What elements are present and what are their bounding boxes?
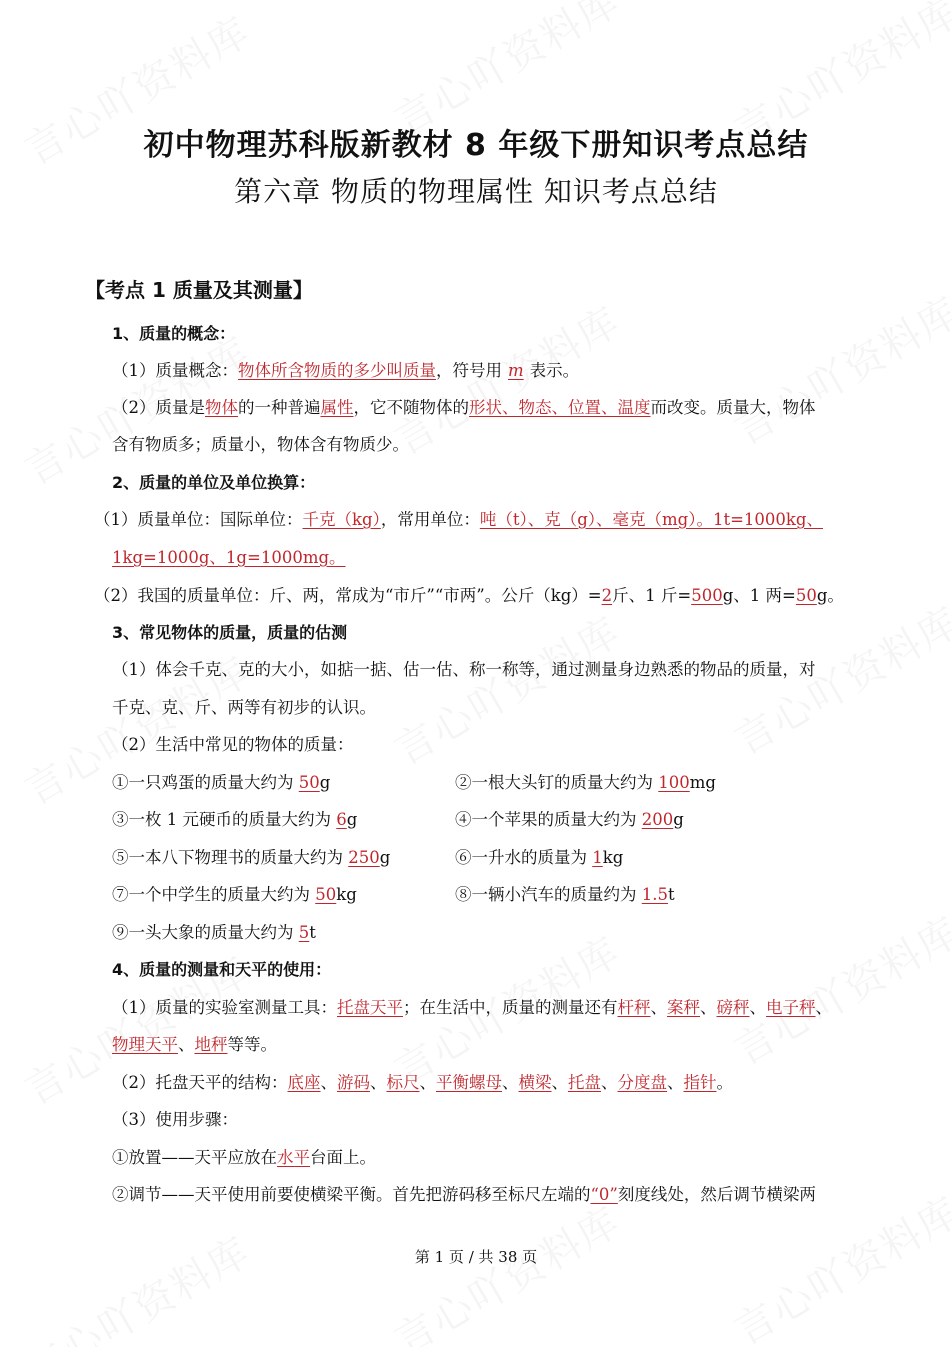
answer-blank: 1.5 [641,885,668,904]
list-item [112,808,357,832]
paragraph [112,396,816,420]
text: 、 [551,1073,568,1092]
answer-blank: 500 [691,586,723,605]
subsection-title: 2、质量的单位及单位换算： [112,473,316,492]
answer-blank: 6 [336,810,347,829]
text: 、 [650,998,667,1017]
text: ⑤一本八下物理书的质量大约为 [112,848,349,867]
answer-blank: 托盘 [568,1073,601,1092]
unit: kg [602,848,624,867]
answer-blank: 水平 [277,1148,310,1167]
list-item [455,883,675,907]
answer-blank: 50 [795,586,817,605]
list-item [112,883,357,907]
answer-blank: 物体 [205,398,238,417]
text: ，常用单位： [380,510,480,529]
answer-blank: 杆秤 [617,998,651,1017]
paragraph [94,508,823,532]
answer-blank: 50 [298,773,320,792]
text: 、 [370,1073,387,1092]
answer-blank: 物体所含物质的多少叫质量 [238,361,436,380]
answer-blank: 物理天平 [112,1035,178,1054]
text: ③一枚 1 元硬币的质量大约为 [112,810,337,829]
answer-blank: 250 [348,848,380,867]
answer-blank: 200 [641,810,674,829]
unit: kg [336,885,357,904]
text: g。 [816,586,844,605]
list-item [112,846,390,870]
section-heading: 【考点 1 质量及其测量】 [85,278,313,302]
list-item [455,771,716,795]
text: ②调节——天平使用前要使横梁平衡。首先把游码移至标尺左端的 [112,1185,591,1204]
text: ⑥一升水的质量为 [455,848,593,867]
unit: g [379,848,391,867]
answer-blank: 属性 [320,398,354,417]
text: （2）质量是 [112,398,205,417]
paragraph-continuation [112,1033,277,1057]
paragraph: （3）使用步骤： [112,1110,238,1129]
answer-blank: 形状、物态、位置、温度 [469,398,651,417]
text: ①放置——天平应放在 [112,1148,277,1167]
unit: t [668,885,675,904]
text: 、 [667,1073,684,1092]
text: 斤、1 斤= [612,586,692,605]
text: 、 [320,1073,337,1092]
text: 刻度线处，然后调节横梁两 [617,1185,816,1204]
answer-blank: “0” [590,1185,618,1204]
paragraph [112,1146,376,1170]
document-title: 初中物理苏科版新教材 8 年级下册知识考点总结 [143,128,809,163]
text: 而改变。质量大，物体 [650,398,816,417]
unit: t [309,923,316,942]
answer-blank: m [508,361,524,380]
answer-blank: 电子秤 [766,998,816,1017]
text: 。 [716,1073,733,1092]
paragraph [112,359,579,383]
paragraph [112,1183,816,1207]
answer-blank: 1 [592,848,603,867]
text: 、 [178,1035,195,1054]
list-item [455,808,684,832]
subsection-title: 1、质量的概念： [112,324,236,343]
unit: g [673,810,684,829]
text: 、 [419,1073,436,1092]
text: ⑨一头大象的质量大约为 [112,923,299,942]
text: ④一个苹果的质量大约为 [455,810,642,829]
answer-blank: 指针 [683,1073,717,1092]
answer-blank: 千克（kg） [302,510,381,529]
answer-blank: 100 [658,773,690,792]
text: ；在生活中，质量的测量还有 [403,998,618,1017]
paragraph-continuation: 含有物质多；质量小，物体含有物质少。 [112,435,409,454]
text: （1）质量单位：国际单位： [94,510,303,529]
answer-blank: 分度盘 [617,1073,667,1092]
text: ⑧一辆小汽车的质量约为 [455,885,642,904]
answer-blank: 游码 [337,1073,370,1092]
text: 、 [749,998,766,1017]
text: g、1 两= [722,586,796,605]
text: 表示。 [529,361,580,380]
text: （1）质量的实验室测量工具： [112,998,337,1017]
text: ，它不随物体的 [353,398,469,417]
text: （1）质量概念： [112,361,238,380]
answer-blank: 地秤 [194,1035,228,1054]
watermark [383,601,630,776]
answer-blank: 横梁 [518,1073,552,1092]
unit: g [319,773,331,792]
answer-blank: 托盘天平 [337,998,403,1017]
unit: mg [689,773,716,792]
text: 、 [502,1073,519,1092]
answer-blank: 底座 [287,1073,321,1092]
text: ①一只鸡蛋的质量大约为 [112,773,299,792]
paragraph: （1）体会千克、克的大小，如掂一掂、估一估、称一称等，通过测量身边熟悉的物品的质量，对 [112,660,816,679]
answer-blank: 吨（t）、克（g）、毫克（mg）。1t=1000kg、 [479,510,823,529]
text: ⑦一个中学生的质量大约为 [112,885,316,904]
watermark [383,1191,630,1347]
paragraph [94,584,844,608]
text: （2）我国的质量单位：斤、两，常成为“市斤”“市两”。公斤（kg）= [94,586,602,605]
answer-blank: 标尺 [386,1073,420,1092]
text: ②一根大头钉的质量大约为 [455,773,659,792]
answer-blank: 平衡螺母 [436,1073,502,1092]
text: ，符号用 [436,361,502,380]
paragraph [112,996,832,1020]
text: 台面上。 [310,1148,376,1167]
answer-blank: 案秤 [667,998,700,1017]
page-footer: 第 1 页 / 共 38 页 [414,1248,538,1266]
list-item [112,921,316,945]
text: 、 [601,1073,618,1092]
answer-blank: 50 [315,885,337,904]
unit: g [346,810,358,829]
answer-blank: 5 [298,923,310,942]
chapter-subtitle: 第六章 物质的物理属性 知识考点总结 [234,175,718,208]
text: 、 [700,998,717,1017]
text: （2）托盘天平的结构： [112,1073,288,1092]
paragraph-continuation [112,546,346,570]
list-item [455,846,623,870]
subsection-title: 4、质量的测量和天平的使用： [112,960,332,979]
subsection-title: 3、常见物体的质量，质量的估测 [112,623,348,642]
paragraph-continuation: 千克、克、斤、两等有初步的认识。 [112,698,376,717]
text: 等等。 [227,1035,277,1054]
list-item [112,771,330,795]
answer-blank: 磅秤 [716,998,750,1017]
text: 、 [815,998,832,1017]
watermark [13,1221,260,1347]
watermark [723,281,952,456]
answer-blank: 2 [601,586,613,605]
watermark [723,901,952,1076]
answer-blank: 1kg=1000g、1g=1000mg。 [112,548,346,567]
paragraph: （2）生活中常见的物体的质量： [112,735,354,754]
paragraph [112,1071,733,1095]
text: 的一种普遍 [238,398,321,417]
